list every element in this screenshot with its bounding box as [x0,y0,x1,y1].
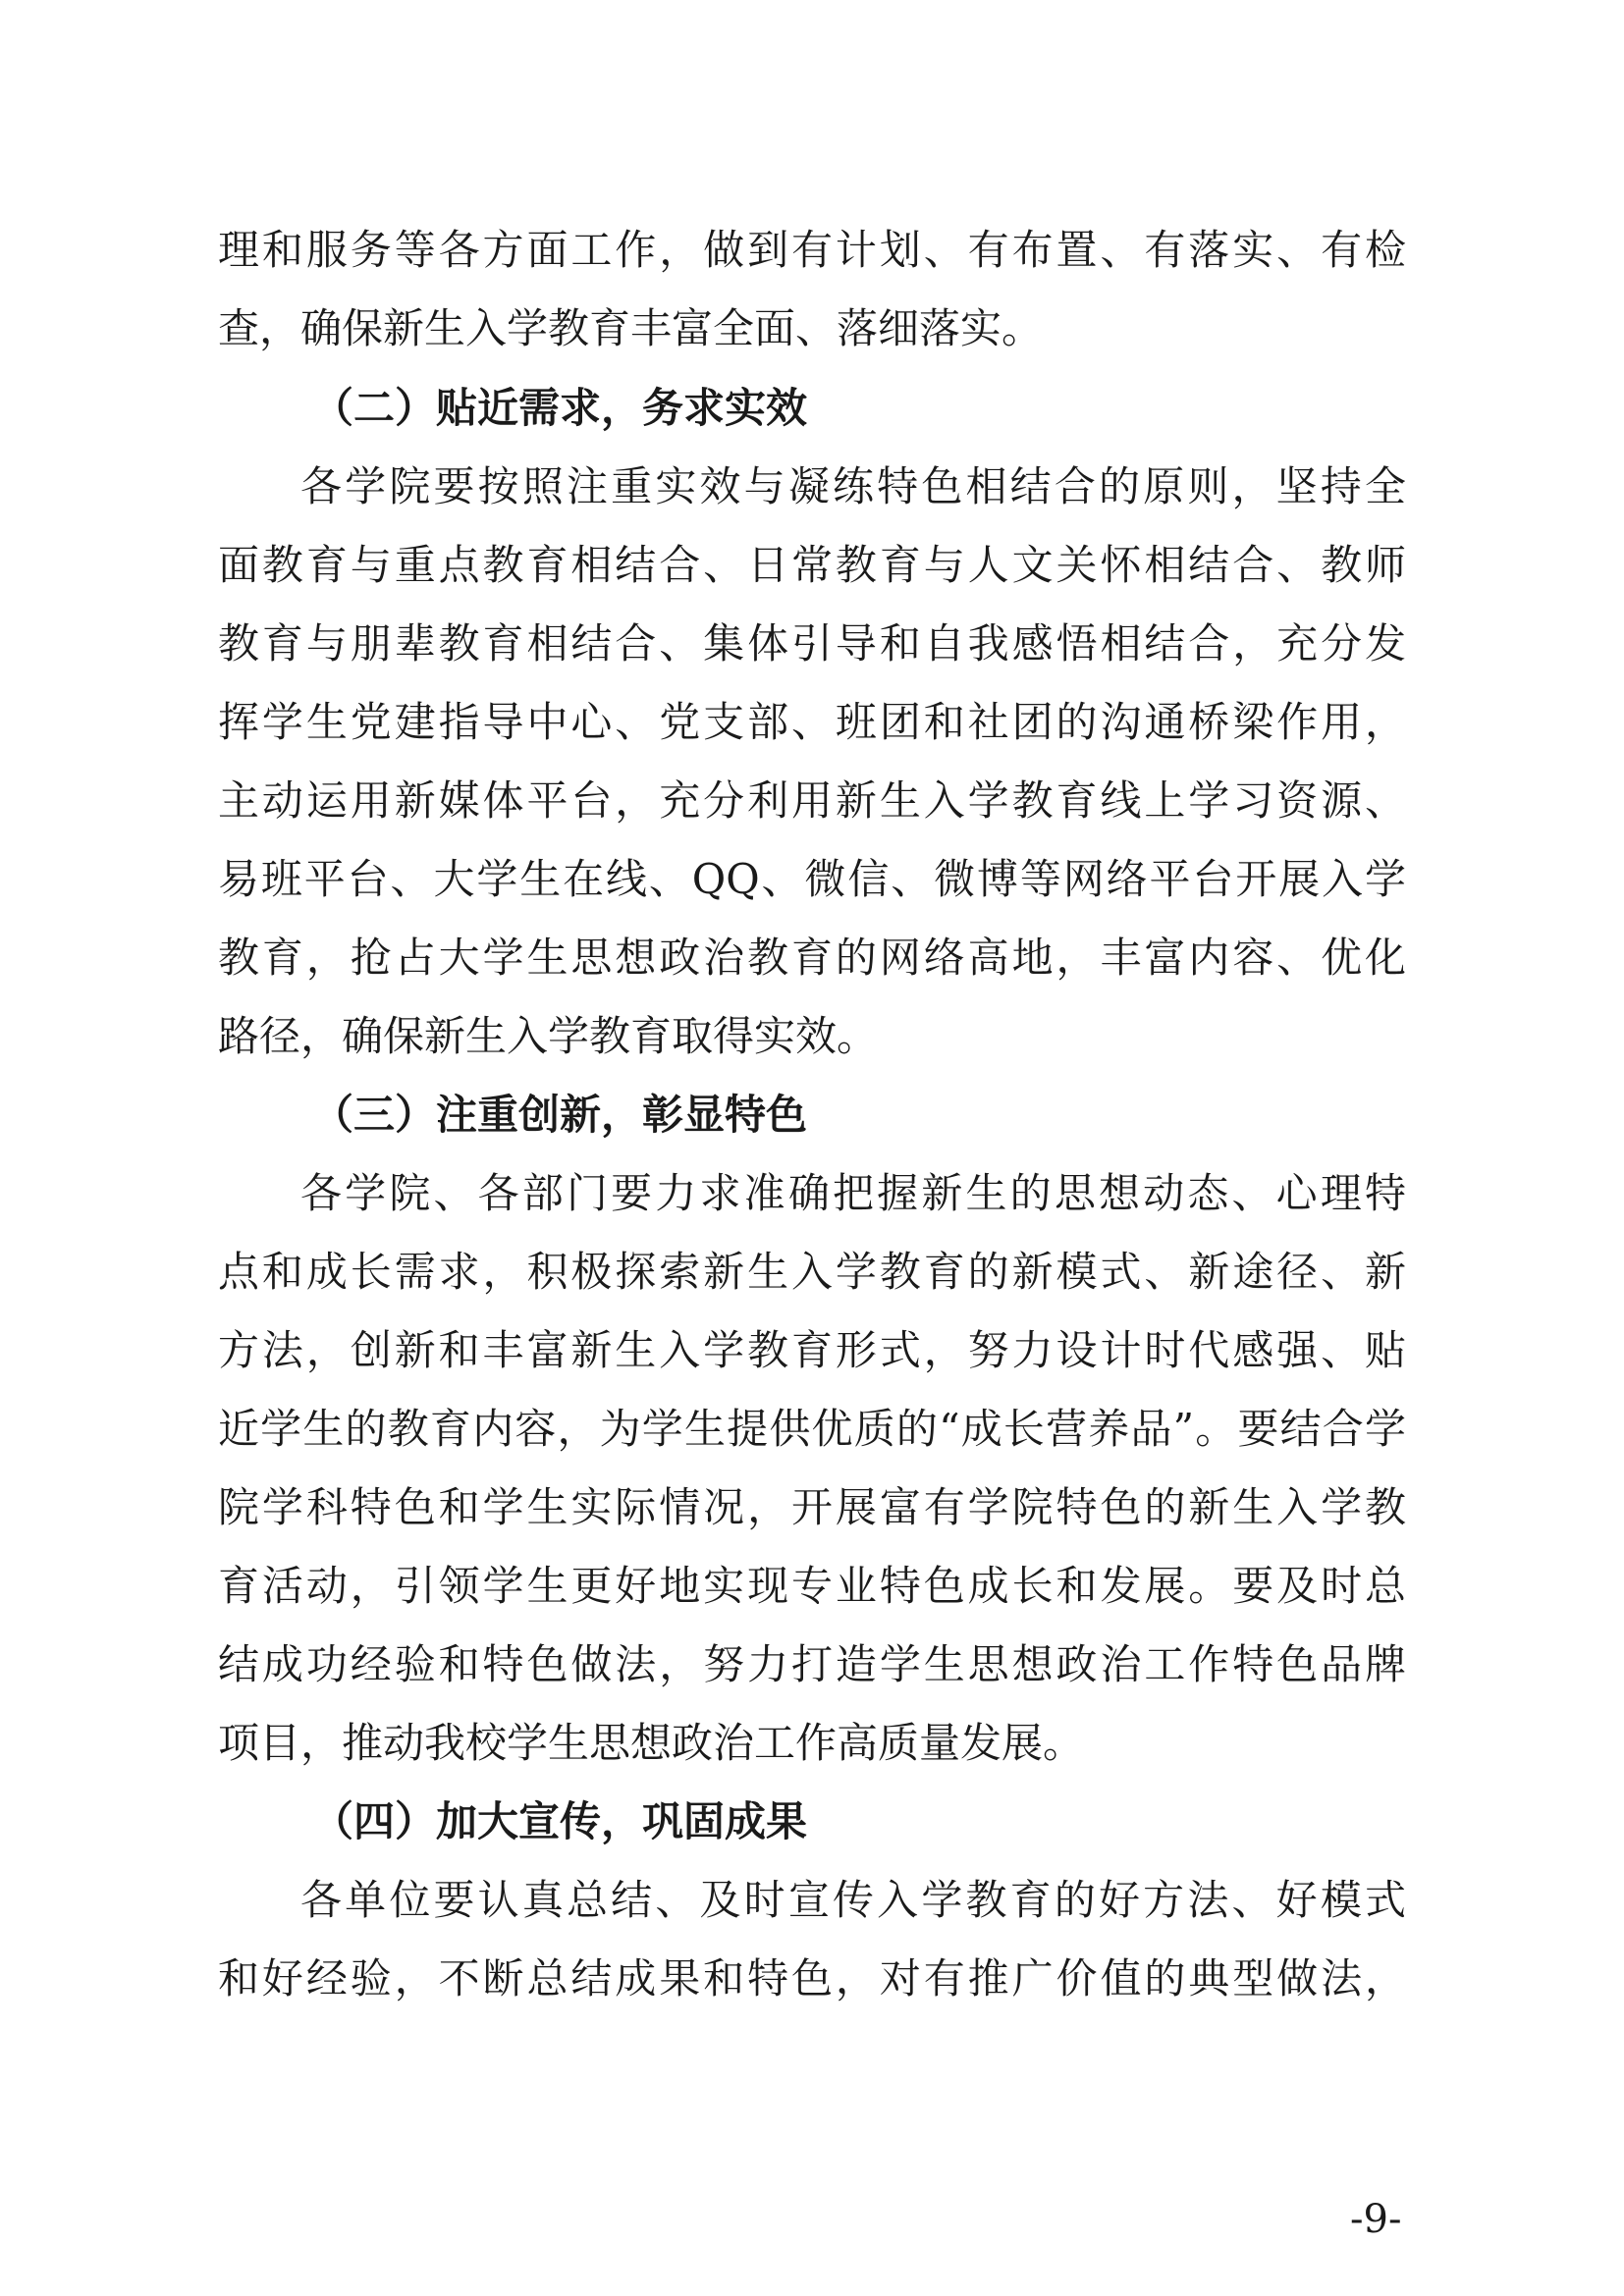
paragraph-line: 查，确保新生入学教育丰富全面、落细落实。 [218,304,1044,352]
paragraph-line: 结成功经验和特色做法，努力打造学生思想政治工作特色品牌 [218,1640,1406,1688]
paragraph-line: 挥学生党建指导中心、党支部、班团和社团的沟通桥梁作用， [218,698,1406,746]
paragraph-line: 易班平台、大学生在线、QQ、微信、微博等网络平台开展入学 [218,855,1406,903]
paragraph-line: 各学院要按照注重实效与凝练特色相结合的原则，坚持全 [300,462,1406,510]
paragraph-line: 教育，抢占大学生思想政治教育的网络高地，丰富内容、优化 [218,934,1406,982]
paragraph-line: 项目，推动我校学生思想政治工作高质量发展。 [218,1719,1085,1767]
paragraph-line: 主动运用新媒体平台，充分利用新生入学教育线上学习资源、 [218,776,1406,825]
section-heading-4: （四）加大宣传，巩固成果 [312,1797,808,1845]
paragraph-line: 和好经验，不断总结成果和特色，对有推广价值的典型做法， [218,1954,1406,2002]
page-number: -9- [1350,2197,1402,2242]
paragraph-line: 各单位要认真总结、及时宣传入学教育的好方法、好模式 [300,1876,1406,1924]
paragraph-line: 院学科特色和学生实际情况，开展富有学院特色的新生入学教 [218,1483,1406,1531]
paragraph-line: 教育与朋辈教育相结合、集体引导和自我感悟相结合，充分发 [218,619,1406,667]
section-heading-2: （二）贴近需求，务求实效 [312,384,808,432]
paragraph-line: 面教育与重点教育相结合、日常教育与人文关怀相结合、教师 [218,541,1406,589]
section-heading-3: （三）注重创新，彰显特色 [312,1091,808,1139]
paragraph-line: 方法，创新和丰富新生入学教育形式，努力设计时代感强、贴 [218,1326,1406,1374]
paragraph-line: 点和成长需求，积极探索新生入学教育的新模式、新途径、新 [218,1248,1406,1296]
paragraph-line: 各学院、各部门要力求准确把握新生的思想动态、心理特 [300,1169,1406,1217]
paragraph-line: 路径，确保新生入学教育取得实效。 [218,1012,879,1060]
paragraph-line: 近学生的教育内容，为学生提供优质的“成长营养品”。要结合学 [218,1405,1406,1453]
paragraph-line: 育活动，引领学生更好地实现专业特色成长和发展。要及时总 [218,1562,1406,1610]
paragraph-line: 理和服务等各方面工作，做到有计划、有布置、有落实、有检 [218,226,1406,274]
